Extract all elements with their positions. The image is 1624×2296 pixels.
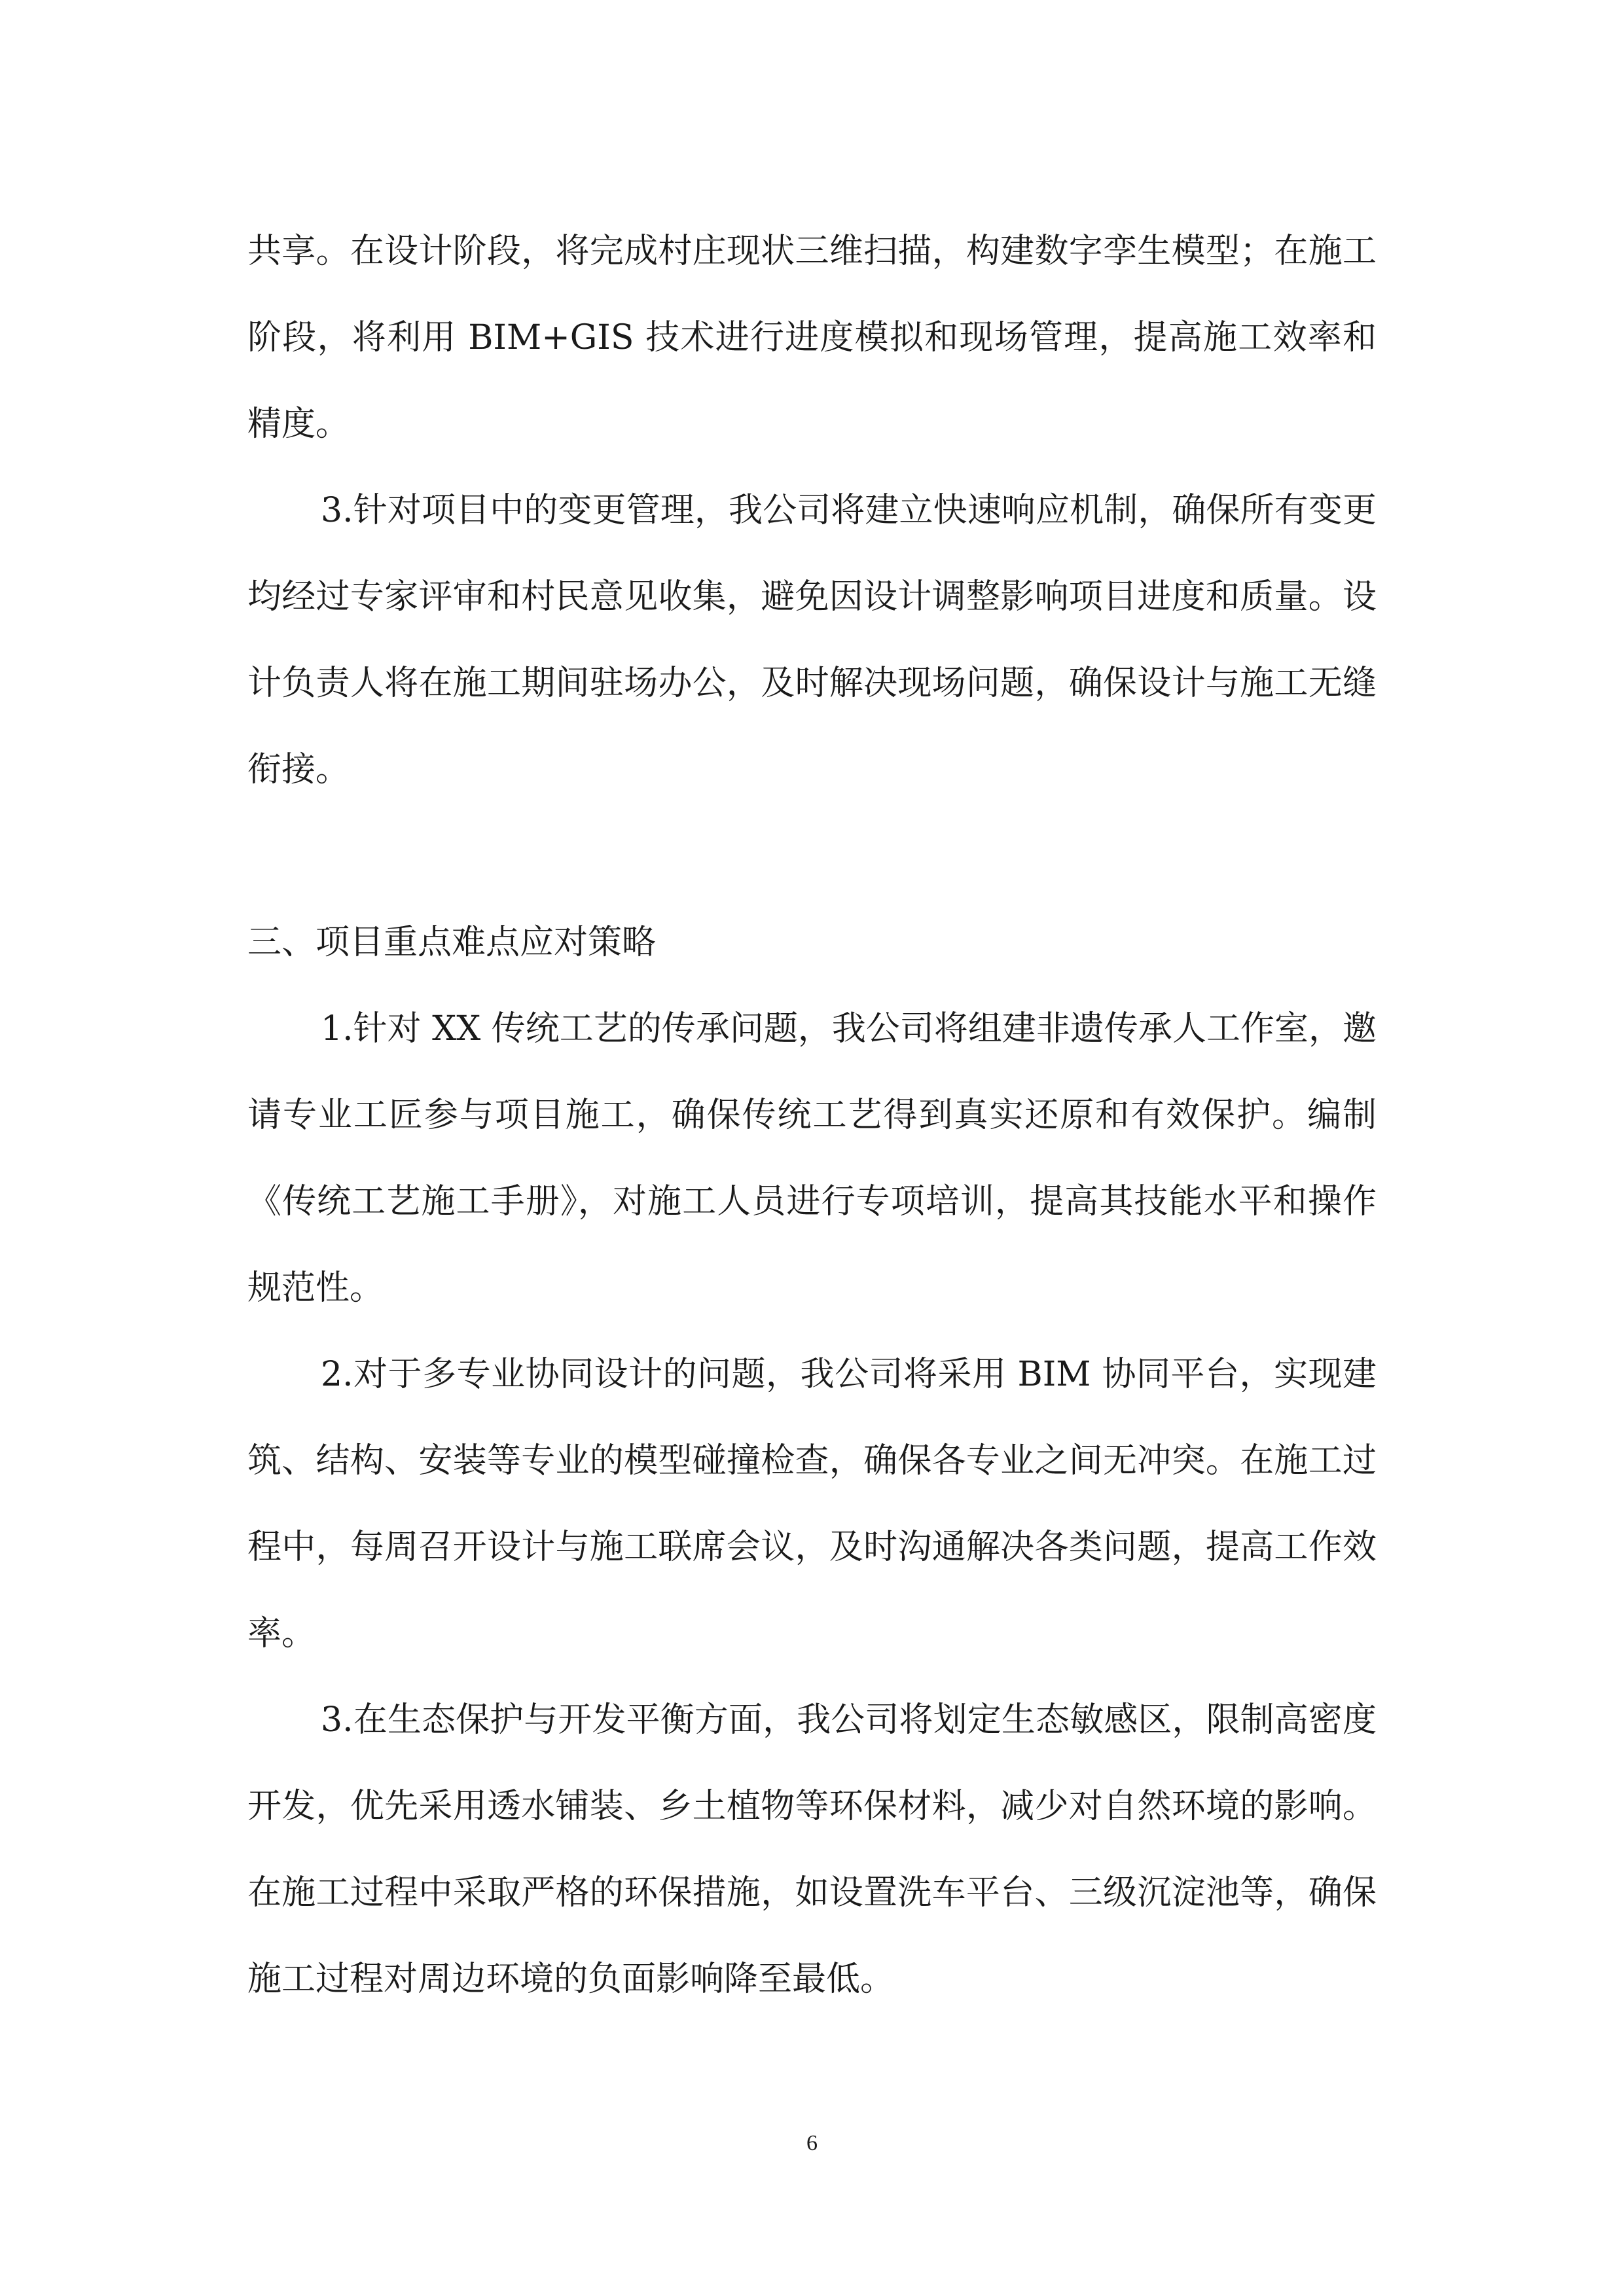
paragraph-traditional-craft: 1.针对 XX 传统工艺的传承问题，我公司将组建非遗传承人工作室，邀请专业工匠参与项目施工，确保传统工艺得到真实还原和有效保护。编制《传统工艺施工手册》，对施工人员进行专项培训，提高其技能水平和操作规范性。 xyxy=(247,1009,1377,1308)
paragraph-collaborative-design: 2.对于多专业协同设计的问题，我公司将采用 BIM 协同平台，实现建筑、结构、安装等专业的模型碰撞检查，确保各专业之间无冲突。在施工过程中，每周召开设计与施工联席会议，及时沟通解决各类问题，提高工作效率。 xyxy=(247,1355,1377,1653)
section-heading: 三、项目重点难点应对策略 xyxy=(247,923,657,962)
paragraph-change-management: 3.针对项目中的变更管理，我公司将建立快速响应机制，确保所有变更均经过专家评审和村民意见收集，避免因设计调整影响项目进度和质量。设计负责人将在施工期间驻场办公，及时解决现场问题，确保设计与施工无缝衔接。 xyxy=(247,491,1377,789)
document-body xyxy=(247,208,1377,2022)
page-number: 6 xyxy=(806,2131,818,2155)
paragraph-continuation: 共享。在设计阶段，将完成村庄现状三维扫描，构建数字孪生模型；在施工阶段，将利用 BIM+GIS 技术进行进度模拟和现场管理，提高施工效率和精度。 xyxy=(247,232,1377,444)
paragraph-ecological-protection: 3.在生态保护与开发平衡方面，我公司将划定生态敏感区，限制高密度开发，优先采用透水铺装、乡土植物等环保材料，减少对自然环境的影响。在施工过程中采取严格的环保措施，如设置洗车平台、三级沉淀池等，确保施工过程对周边环境的负面影响降至最低。 xyxy=(247,1700,1377,1999)
